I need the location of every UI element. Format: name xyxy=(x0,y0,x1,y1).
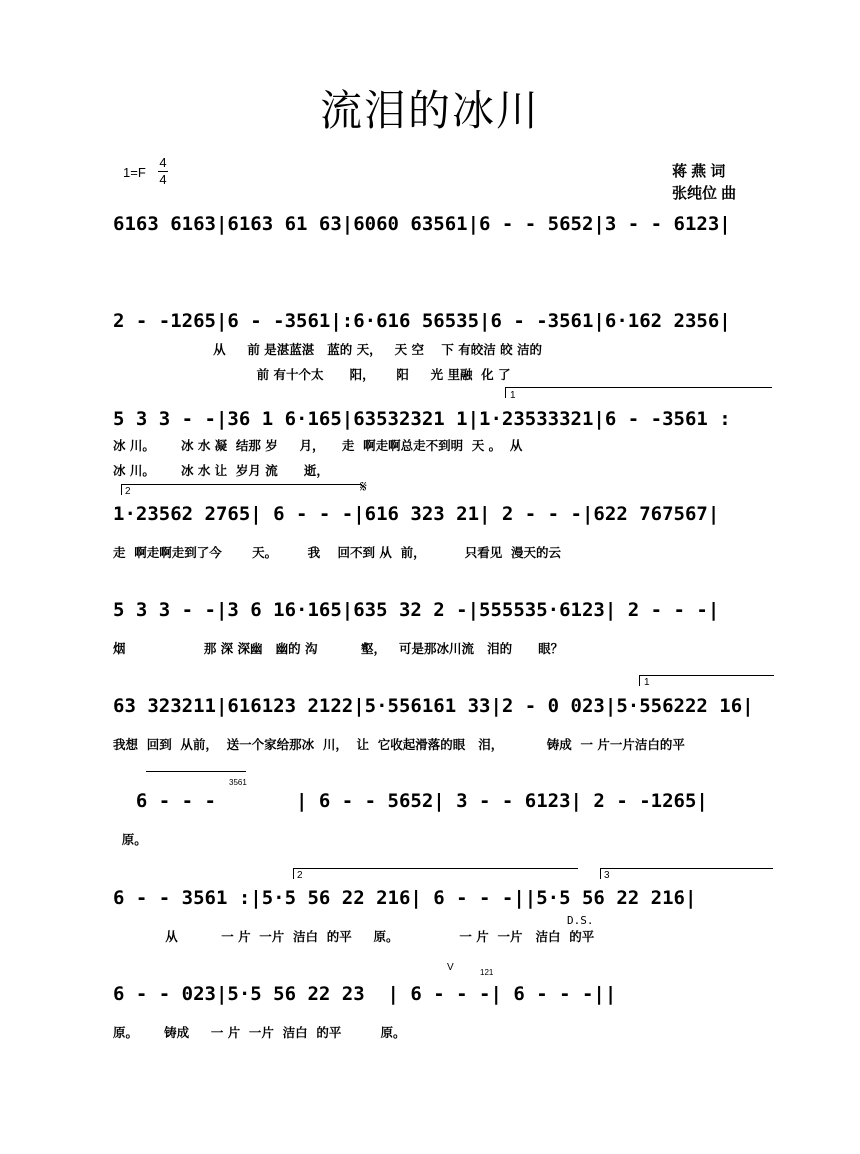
song-title: 流泪的冰川 xyxy=(319,86,540,135)
lyric-line-1: 原。 铸成 一 片 一片 洁白 的平 原。 xyxy=(113,1025,406,1040)
notes-line: 6 - - 023|5·5 56 22 23 | 6 - - -| 6 - - -|| xyxy=(113,983,617,1005)
volta-2-label: 2 xyxy=(125,486,131,497)
lyric-line-1: 走 啊走啊走到了今 天。 我 回不到 从 前， 只看见 漫天的云 xyxy=(113,545,561,560)
volta-bracket-1 xyxy=(505,387,772,398)
volta-1-label: 1 xyxy=(510,390,516,401)
notes-line: 5 3 3 - -|36 1 6·165|63532321 1|1·23533321|6 - -3561 : xyxy=(113,408,731,430)
notes-line: 5 3 3 - -|3 6 16·165|635 32 2 -|555535·6123| 2 - - -| xyxy=(113,599,720,621)
volta-bracket-2 xyxy=(121,484,362,495)
notes-line: 1·23562 2765| 6 - - -|616 323 21| 2 - - -|622 767567| xyxy=(113,503,720,525)
volta-3-label: 3 xyxy=(604,870,610,881)
notes-line: 6 - - - | 6 - - 5652| 3 - - 6123| 2 - -1265| xyxy=(113,790,708,812)
volta-2b-label: 2 xyxy=(297,870,303,881)
lyric-line-1: 我想 回到 从前， 送一个家给那冰 川， 让 它收起滑落的眼 泪， 铸成 一 片一片洁白的平 xyxy=(113,737,685,752)
key-signature: 1=F xyxy=(123,165,146,180)
volta-bracket-1b xyxy=(639,675,774,686)
lyric-line-2: 冰 川。 冰 水 让 岁月 流 逝， xyxy=(113,463,329,478)
volta-1b-label: 1 xyxy=(644,677,650,688)
time-signature xyxy=(158,155,168,187)
lyric-line-1: 烟 那 深 深幽 幽的 沟 壑， 可是那冰川流 泪的 眼？ xyxy=(113,641,564,656)
lyric-line-2: 前 有十个太 阳， 阳 光 里融 化 了 xyxy=(113,367,511,382)
lyric-line-1: 从 一 片 一片 洁白 的平 原。 一 片 一片 洁白 的平 xyxy=(113,929,595,944)
lyric-line-1: 原。 xyxy=(113,832,147,847)
ds-marker: D.S. xyxy=(567,914,594,927)
grace-notes-2: 121 xyxy=(480,968,494,977)
grace-notes: 3561 xyxy=(229,778,247,787)
time-top: 4 xyxy=(159,155,167,170)
breath-mark: V xyxy=(447,962,454,973)
lyric-line-1: 从 前 是湛蓝湛 蓝的 天， 天 空 下 有皎洁 皎 洁的 xyxy=(113,342,542,357)
volta-bracket-3 xyxy=(600,868,773,879)
time-bottom: 4 xyxy=(159,172,167,187)
volta-bracket-2b xyxy=(293,868,578,879)
lyric-line-1: 冰 川。 冰 水 凝 结那 岁 月， 走 啊走啊总走不到明 天 。 从 xyxy=(113,438,523,453)
notes-line: 63 323211|616123 2122|5·556161 33|2 - 0 023|5·556222 16| xyxy=(113,695,754,717)
lyricist-credit: 蒋 燕 词 xyxy=(672,163,726,180)
notes-line: 6 - - 3561 :|5·5 56 22 216| 6 - - -||5·5 56 22 216| xyxy=(113,887,697,909)
notes-line: 6163 6163|6163 61 63|6060 63561|6 - - 5652|3 - - 6123| xyxy=(113,213,731,235)
credits xyxy=(672,161,736,205)
segno-icon: 𝄋 xyxy=(360,479,367,496)
composer-credit: 张纯位 曲 xyxy=(672,185,737,202)
notes-line: 2 - -1265|6 - -3561|:6·616 56535|6 - -3561|6·162 2356| xyxy=(113,310,731,332)
